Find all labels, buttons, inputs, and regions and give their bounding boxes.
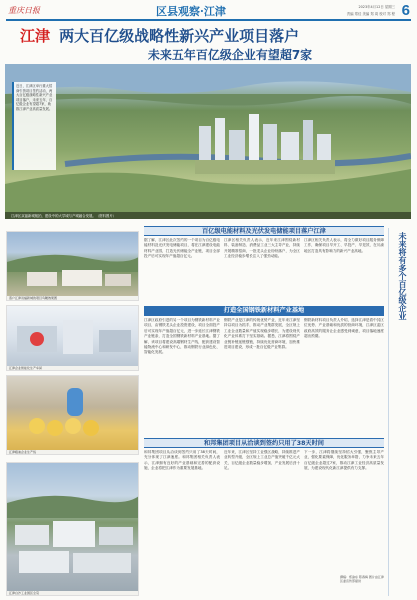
machinery-illustration	[7, 306, 139, 371]
rail-title: 未来将有多个百亿级企业	[398, 232, 407, 320]
factory-workshop-photo	[6, 305, 139, 371]
issue-date: 2023年4月12日 星期三	[358, 5, 395, 9]
headline-main: 两大百亿级战略性新兴产业项目落户	[59, 27, 300, 45]
article-text-9: 江津区相关负责人表示，将全力做好项目服务保障工作，确保项目早开工、早投产、早见效，在川渝地区打造具有影响力的新兴产业高地。	[304, 238, 384, 253]
industrial-park-illustration	[7, 232, 139, 301]
article-text-5: 钢铁新材料项目负责人介绍，选择江津是看中其区位优势、产业基础和优质的营商环境，江津区委区政府高效的服务让企业感受到诚意，项目落地速度超出预期。	[304, 318, 384, 339]
article-text-3: 江津区政府引进的另一个项目为钢铁新材料产业项目，由钢铁龙头企业投资建设，项目全面投产后可实现年产值超百亿元，进一步延长江津钢铁产业链条，打造全国钢铁新材料产业基地。据了解，该项目将建设高端钢材生产线，配套建设智能物流中心和研发中心，推动钢铁行业绿色化、智能化发展。	[144, 318, 220, 355]
article-text-8: 下一步，江津将继续坚持招大引强，聚焦主导产业，强化要素保障，优化服务举措，力争未来五年百亿级企业超过7家，推动江津工业经济高质量发展，为建设现代化新江津提供有力支撑。	[304, 450, 384, 471]
article-text-4: 钢铁产业是江津的传统优势产业，近年来江津坚持以项目为抓手，推动产业集群发展，全区规上工业企业数量和产值实现稳步增长，为建设现代化产业体系打下坚实基础。据悉，江津将围绕产业链补链延链强链，持续优化营商环境，加快推进项目建设，形成一批百亿级产业集群。	[224, 318, 300, 350]
aerial-industrial-illustration	[7, 463, 139, 596]
editor-credits: 责编 郑佳 美编 郑 周 校对 郑 程	[346, 12, 395, 16]
production-line-illustration	[7, 376, 139, 455]
city-buildings-illustration	[195, 104, 335, 174]
hero-aerial-photo	[5, 64, 411, 219]
photo-caption: 江津企业智能化生产车间	[7, 366, 138, 370]
photo-caption: 江津粮油企业生产线	[7, 450, 138, 454]
hero-caption: 江津区双福新城航拍，建设中的大学城与产城融合发展。（资料图片）	[5, 212, 411, 219]
section-heading-1: 百亿级电能材料及光伏发电储能项目落户江津	[144, 226, 384, 236]
article-text-7: 近年来，江津区坚持工业强区战略，持续推进产业转型升级，全区规上工业总产值突破千亿元大关，百亿级企业数量稳步增加，产业发展后劲十足。	[224, 450, 300, 471]
grain-oil-production-photo	[6, 375, 139, 455]
photo-caption: 江津白沙工业园区全景	[7, 591, 138, 595]
page-number: 6	[401, 2, 410, 19]
article-text-6: 和邦集团项目从洽谈到签约只用了38天时间，充分体现了江津速度。和邦集团相关负责人表示，江津拥有良好的产业基础和完善的配套设施，企业将把江津作为重要发展基地。	[144, 450, 220, 471]
project-rendering-photo	[6, 231, 139, 301]
intro-summary: 近日，江津区举行重大招商引资项目签约活动，两大百亿级战略性新兴产业项目落户，未来五年，百亿级企业有望超7家，助推江津产业高质量发展。	[12, 82, 56, 170]
section-heading-3: 和邦集团项目从洽谈到签约只用了38天时间	[144, 438, 384, 448]
section-heading-2: 打造全国钢铁新材料产业基地	[144, 306, 384, 316]
headline-kicker: 江津	[20, 27, 51, 45]
article-text-1: 据了解，江津区此次签约的一个项目为百亿级电能材料及光伏发电储能项目，将在江津建设电能材料产业园，打造光伏储能全产业链，项目全部投产后可实现年产值超百亿元。	[144, 238, 220, 259]
author-credits: 撰稿：郑渝东 陈春梅 图片由江津区委宣传部提供	[340, 575, 384, 584]
section-title: 区县观察·江津	[156, 5, 226, 18]
newspaper-logo: 重庆日报	[8, 6, 40, 15]
masthead	[6, 3, 411, 21]
headline	[20, 25, 405, 43]
photo-caption: 落户江津双福新城的项目鸟瞰效果图	[7, 296, 138, 300]
article-text-2: 江津区相关负责人表示，近年来江津围绕新材料、装备制造、消费品工业三大主导产业，持续开展精准招商，一批龙头企业纷纷落户，为全区工业经济稳步增长注入了强劲动能。	[224, 238, 300, 259]
industrial-park-aerial-photo	[6, 462, 139, 596]
subheadline: 未来五年百亿级企业有望超7家	[147, 48, 313, 62]
